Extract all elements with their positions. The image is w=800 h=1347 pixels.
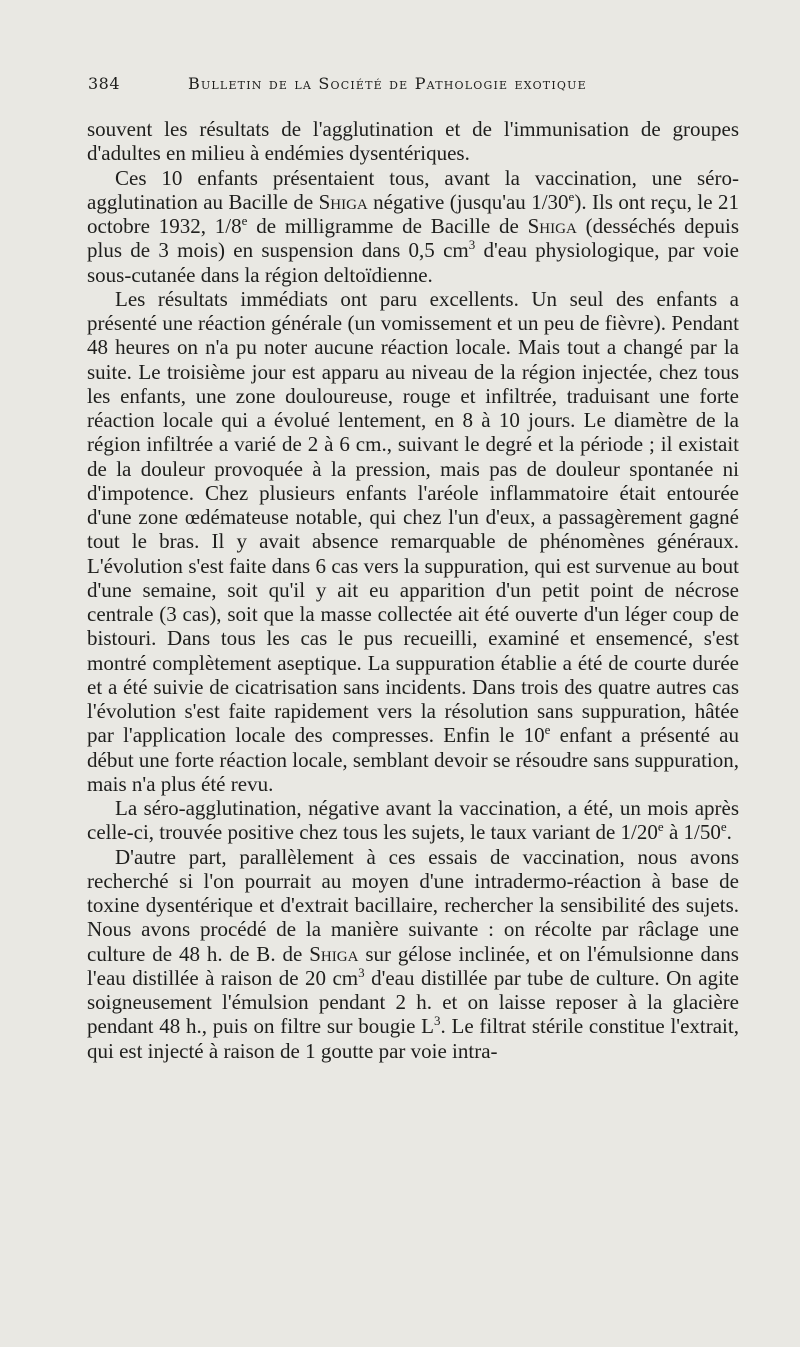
journal-title: Bulletin de la Société de Pathologie exotique: [188, 74, 587, 93]
text-run: à 1/50: [663, 820, 721, 845]
paragraph: [87, 845, 739, 1063]
text-run: . Le filtrat stérile constitue l'extrait, qui est injecté à raison de 1 goutte par voie intra-: [87, 1014, 739, 1063]
superscript: e: [657, 819, 664, 835]
bacillus-name: Shiga: [309, 941, 359, 966]
text-run: (desséchés depuis plus de 3 mois) en suspension dans 0,5 cm: [87, 214, 740, 263]
text-run: d'eau distillée par tube de culture. On agite soigneusement l'émulsion pendant 2 h. et on laisse reposer à la glacière pendant 48 h., puis on filtre sur bougie L: [87, 965, 739, 1039]
text-run: D'autre part, parallèlement à ces essais de vaccination, nous avons recherché si l'on pourrait au moyen d'une intradermo-réaction à base de toxine dysentérique et d'extrait bacillaire, rechercher la sensibilité des sujets. Nous avons procédé de la manière suivante : on récolte par râclage une culture de 48 h. de B. de: [87, 844, 739, 966]
body-text: [87, 117, 739, 1063]
text-run: d'eau physiologique, par voie sous-cutanée dans la région deltoïdienne.: [87, 238, 739, 287]
page-number: 384: [88, 74, 121, 93]
text-run: enfant a présenté au début une forte réaction locale, semblant devoir se résoudre sans suppuration, mais n'a plus été revu.: [87, 723, 739, 796]
paragraph: [87, 117, 739, 166]
text-run: de milligramme de Bacille de: [247, 214, 528, 238]
superscript: 3: [468, 237, 476, 253]
superscript: 3: [358, 964, 365, 980]
text-run: .: [726, 820, 732, 845]
superscript: e: [241, 213, 248, 228]
superscript: e: [568, 188, 575, 204]
bacillus-name: Shiga: [527, 214, 577, 238]
superscript: e: [544, 722, 551, 738]
superscript: 3: [434, 1013, 441, 1029]
paragraph: [87, 166, 739, 287]
text-run: souvent les résultats de l'agglutination et de l'immunisation de groupes d'adultes en milieu à endémies dysentériques.: [87, 117, 739, 166]
text-run: sur gélose inclinée, et on l'émulsionne dans l'eau distillée à raison de 20 cm: [87, 941, 739, 990]
text-run: Les résultats immédiats ont paru excellents. Un seul des enfants a présenté une réaction générale (un vomissement et un peu de fièvre). Pendant 48 heures on n'a pu noter aucune réaction locale. Mais tout a changé par la suite. Le troisième jour est apparu au niveau de la région injectée, chez tous les enfants, une zone douloureuse, rouge et infiltrée, traduisant une forte réaction locale qui a évolué lentement, en 8 à 10 jours. Le diamètre de la région infiltrée a varié de 2 à 6 cm., suivant le degré et la période ; il existait de la douleur provoquée à la pression, mais pas de douleur spontanée ni d'impotence. Chez plusieurs enfants l'aréole inflammatoire était entourée d'une zone œdémateuse notable, qui chez l'un d'eux, a passagèrement gagné tout le bras. Il y avait absence remarquable de phénomènes généraux. L'évolution s'est faite dans 6 cas vers la suppuration, qui est survenue au bout d'une semaine, soit qu'il y ait eu apparition d'un petit point de nécrose centrale (3 cas), soit que la masse collectée ait été ouverte d'un léger coup de bistouri. Dans tous les cas le pus recueilli, examiné et ensemencé, s'est montré complètement aseptique. La suppuration établie a été de courte durée et a été suivie de cicatrisation sans incidents. Dans trois des quatre autres cas l'évolution s'est faite rapidement vers la résolution sans suppuration, hâtée par l'application locale des compresses. Enfin le 10: [87, 286, 739, 748]
text-run: ). Ils ont reçu, le 21 octobre 1932, 1/8: [87, 189, 739, 238]
text-run: négative (jusqu'au 1/30: [367, 189, 569, 214]
paragraph: [87, 287, 739, 796]
superscript: e: [720, 819, 727, 835]
text-run: Ces 10 enfants présentaient tous, avant la vaccination, une séro-agglutination au Bacille de: [87, 165, 739, 214]
paragraph: [87, 796, 739, 845]
bacillus-name: Shiga: [318, 189, 368, 214]
text-run: La séro-agglutination, négative avant la vaccination, a été, un mois après celle-ci, trouvée positive chez tous les sujets, le taux variant de 1/20: [87, 796, 739, 845]
